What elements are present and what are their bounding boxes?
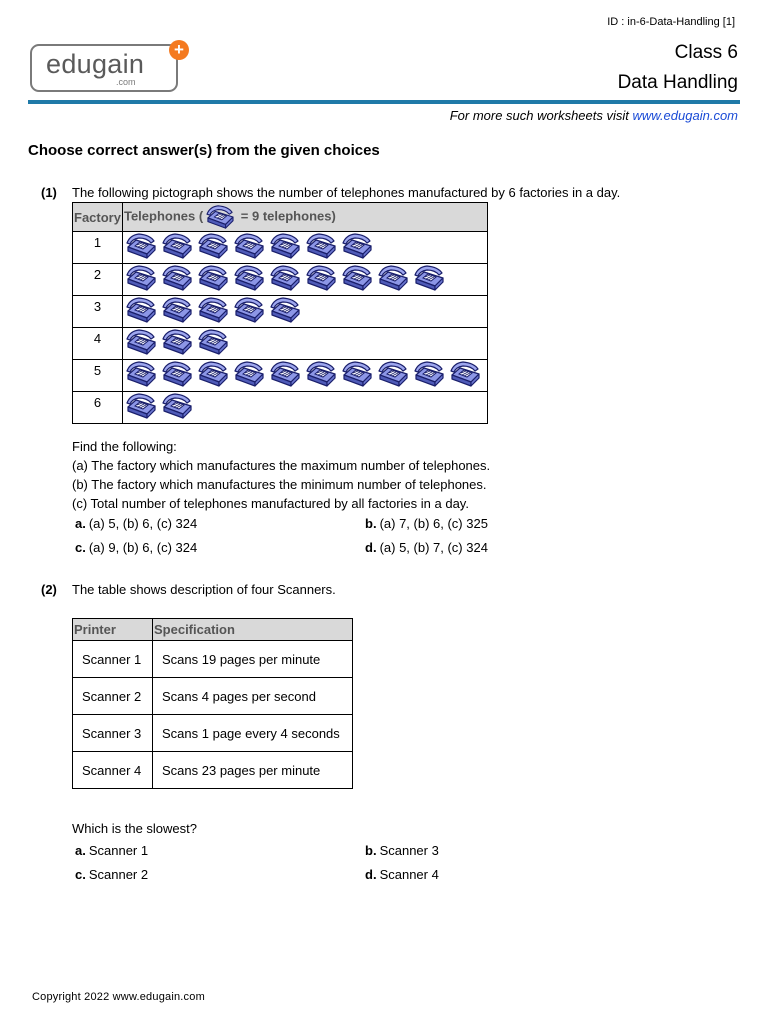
telephone-icon: [160, 296, 194, 324]
telephone-icons-cell: [122, 264, 487, 296]
instructions-heading: Choose correct answer(s) from the given choices: [28, 142, 380, 159]
q2-option-a[interactable]: [75, 843, 148, 858]
option-letter: c.: [75, 540, 86, 555]
telephone-icon: [196, 264, 230, 292]
telephone-icon: [412, 264, 446, 292]
logo-com: .com: [116, 77, 136, 87]
table-row: [73, 641, 353, 678]
scanner-name: Scanner 2: [73, 678, 153, 715]
option-letter: b.: [365, 843, 377, 858]
option-letter: a.: [75, 516, 86, 531]
q2-option-d[interactable]: [365, 867, 439, 882]
scanner-name: Scanner 1: [73, 641, 153, 678]
telephone-icon: [340, 232, 374, 260]
telephone-icons-cell: [122, 392, 487, 424]
option-text: Scanner 3: [379, 843, 439, 858]
more-worksheets-text: For more such worksheets visit: [449, 108, 633, 123]
telephone-icon: [304, 360, 338, 388]
option-letter: b.: [365, 516, 377, 531]
find-part-a: (a) The factory which manufactures the maximum number of telephones.: [72, 458, 491, 473]
telephone-icon: [268, 360, 302, 388]
telephone-icon: [124, 232, 158, 260]
table-row: [73, 360, 488, 392]
option-text: (a) 9, (b) 6, (c) 324: [88, 540, 198, 555]
find-part-b: (b) The factory which manufactures the minimum number of telephones.: [72, 477, 487, 492]
table-row: [73, 232, 488, 264]
telephone-icon: [160, 392, 194, 420]
telephone-icon: [268, 264, 302, 292]
telephone-icon: [340, 360, 374, 388]
telephone-icon: [376, 360, 410, 388]
question-1-number: (1): [41, 185, 57, 200]
q1-option-c[interactable]: [75, 540, 197, 555]
option-text: Scanner 4: [379, 867, 439, 882]
plus-icon: +: [169, 40, 189, 60]
table-row: [73, 752, 353, 789]
class-label: Class 6: [674, 42, 738, 63]
question-1-find-block: [72, 437, 490, 513]
telephone-icon: [232, 360, 266, 388]
table-row: [73, 328, 488, 360]
telephone-icon: [160, 264, 194, 292]
telephone-icon: [124, 328, 158, 356]
scanner-spec: Scans 4 pages per second: [153, 678, 353, 715]
find-intro: Find the following:: [72, 439, 177, 454]
q1-option-a[interactable]: [75, 516, 197, 531]
factory-column-header: Factory: [73, 203, 123, 232]
factory-number: 5: [73, 360, 123, 392]
telephone-icon: [304, 232, 338, 260]
option-text: Scanner 2: [88, 867, 149, 882]
telephone-icons-cell: [122, 328, 487, 360]
telephone-icon: [376, 264, 410, 292]
telephone-icon: [232, 296, 266, 324]
option-letter: d.: [365, 540, 377, 555]
scanner-name: Scanner 4: [73, 752, 153, 789]
more-worksheets-line: [450, 108, 738, 123]
scanner-spec: Scans 23 pages per minute: [153, 752, 353, 789]
edugain-logo[interactable]: [30, 40, 184, 92]
telephone-icons-cell: [122, 360, 487, 392]
factory-number: 3: [73, 296, 123, 328]
q2-option-b[interactable]: [365, 843, 439, 858]
telephone-icon: [196, 296, 230, 324]
header-divider: [28, 100, 740, 104]
specification-column-header: Specification: [153, 619, 353, 641]
copyright-footer: Copyright 2022 www.edugain.com: [32, 991, 205, 1003]
option-text: (a) 7, (b) 6, (c) 325: [379, 516, 488, 531]
edugain-link[interactable]: www.edugain.com: [632, 108, 738, 123]
telephone-icon: [196, 360, 230, 388]
question-2-prompt: Which is the slowest?: [72, 821, 197, 836]
telephone-icon: [232, 264, 266, 292]
factory-number: 1: [73, 232, 123, 264]
table-row: [73, 392, 488, 424]
telephones-column-header: [122, 203, 487, 232]
telephone-icons-cell: [122, 296, 487, 328]
telephone-icon: [160, 328, 194, 356]
factory-number: 2: [73, 264, 123, 296]
option-text: Scanner 1: [88, 843, 149, 858]
telephone-icon: [268, 296, 302, 324]
scanner-spec: Scans 19 pages per minute: [153, 641, 353, 678]
table-row: [73, 264, 488, 296]
q2-option-c[interactable]: [75, 867, 148, 882]
scanner-table: [72, 618, 353, 789]
q1-option-b[interactable]: [365, 516, 488, 531]
logo-text: edugain: [46, 49, 145, 79]
telephone-icon: [124, 392, 158, 420]
question-2-text: The table shows description of four Scanners.: [72, 582, 336, 597]
subject-label: Data Handling: [617, 72, 738, 93]
telephone-icons-cell: [122, 232, 487, 264]
document-id: ID : in-6-Data-Handling [1]: [607, 16, 735, 28]
telephone-icon: [203, 204, 237, 230]
telephone-icon: [160, 360, 194, 388]
printer-column-header: Printer: [73, 619, 153, 641]
pictograph-table: [72, 202, 488, 424]
telephone-icon: [160, 232, 194, 260]
factory-number: 6: [73, 392, 123, 424]
telephone-icon: [196, 232, 230, 260]
question-2-number: (2): [41, 582, 57, 597]
telephone-icon: [340, 264, 374, 292]
scanner-spec: Scans 1 page every 4 seconds: [153, 715, 353, 752]
option-letter: a.: [75, 843, 86, 858]
factory-number: 4: [73, 328, 123, 360]
telephone-icon: [448, 360, 482, 388]
telephones-header-suffix: = 9 telephones): [237, 208, 336, 224]
scanner-name: Scanner 3: [73, 715, 153, 752]
table-row: [73, 715, 353, 752]
telephone-icon: [124, 264, 158, 292]
telephone-icon: [196, 328, 230, 356]
telephone-icon: [232, 232, 266, 260]
table-row: [73, 296, 488, 328]
table-row: [73, 678, 353, 715]
telephone-icon: [268, 232, 302, 260]
find-part-c: (c) Total number of telephones manufactured by all factories in a day.: [72, 496, 469, 511]
q1-option-d[interactable]: [365, 540, 488, 555]
option-text: (a) 5, (b) 6, (c) 324: [88, 516, 198, 531]
telephone-icon: [412, 360, 446, 388]
telephone-icon: [124, 360, 158, 388]
option-letter: c.: [75, 867, 86, 882]
telephones-header-prefix: Telephones (: [123, 208, 204, 224]
telephone-icon: [124, 296, 158, 324]
question-1-text: The following pictograph shows the number of telephones manufactured by 6 factories in a day.: [72, 185, 621, 200]
option-text: (a) 5, (b) 7, (c) 324: [379, 540, 488, 555]
option-letter: d.: [365, 867, 377, 882]
telephone-icon: [304, 264, 338, 292]
